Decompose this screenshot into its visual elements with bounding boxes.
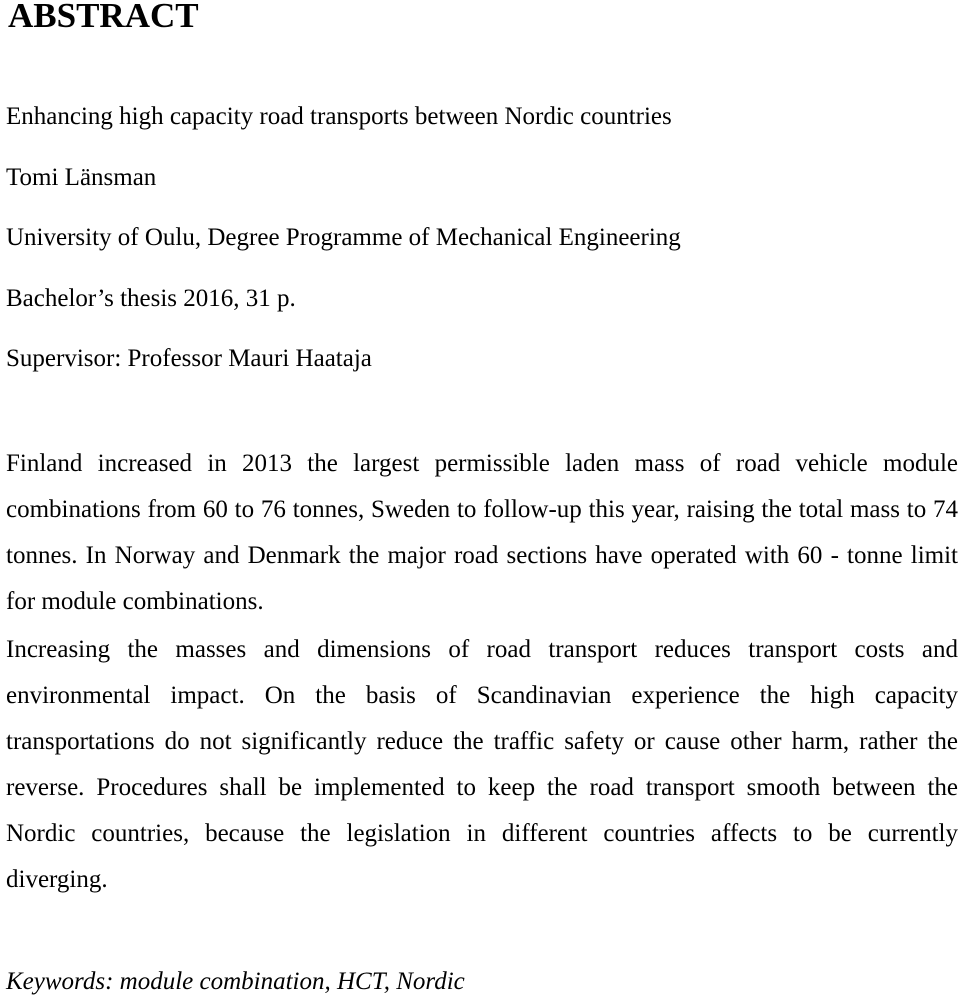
keywords: Keywords: module combination, HCT, Nordic xyxy=(6,968,465,995)
affiliation: University of Oulu, Degree Programme of Mechanical Engineering xyxy=(6,224,681,251)
thesis-title: Enhancing high capacity road transports between Nordic countries xyxy=(6,103,672,130)
thesis-info: Bachelor’s thesis 2016, 31 p. xyxy=(6,285,296,312)
page-heading: ABSTRACT xyxy=(8,0,199,35)
abstract-paragraph-1: Finland increased in 2013 the largest permissible laden mass of road vehicle module combinations from 60 to 76 tonnes, Sweden to follow-up this year, raising the total mass to 74 tonnes. In Norway and Denmark the major road sections have operated with 60 - tonne limit for module combinations. xyxy=(6,450,958,615)
author-name: Tomi Länsman xyxy=(6,164,157,191)
abstract-paragraph-2: Increasing the masses and dimensions of road transport reduces transport costs and environmental impact. On the basis of Scandinavian experience the high capacity transportations do not significantly reduce the traffic safety or cause other harm, rather the reverse. Procedures shall be implemented to keep the road transport smooth between the Nordic countries, because the legislation in different countries affects to be currently diverging. xyxy=(6,636,958,893)
supervisor: Supervisor: Professor Mauri Haataja xyxy=(6,345,372,372)
